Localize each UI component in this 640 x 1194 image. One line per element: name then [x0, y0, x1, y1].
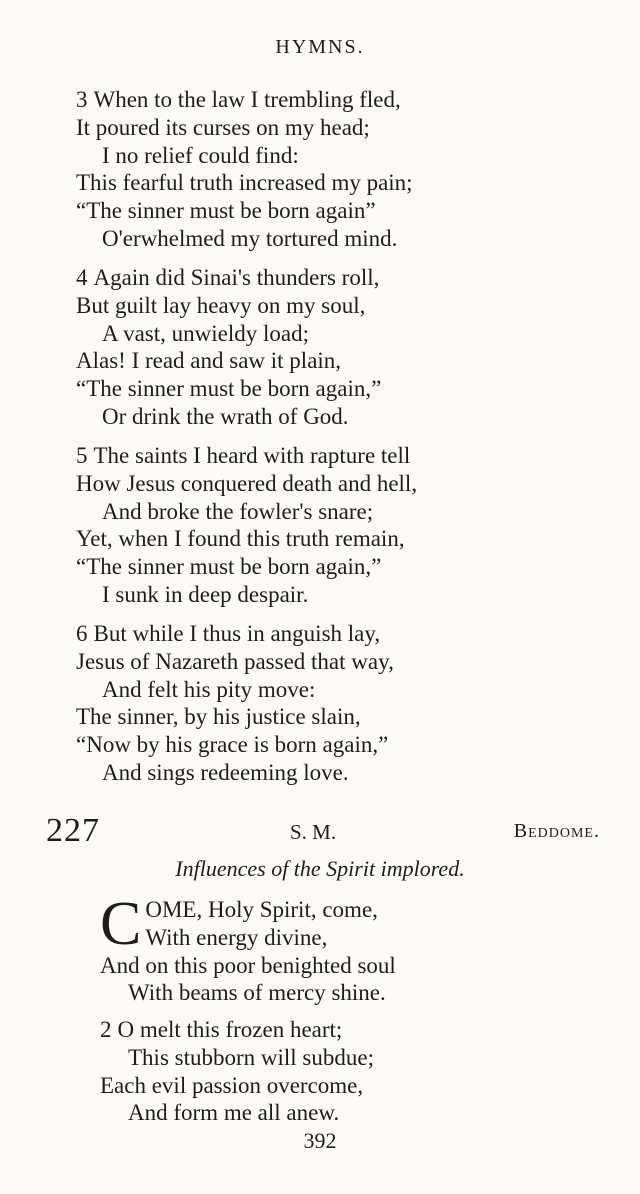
- hymn-number: 227: [46, 812, 100, 849]
- verse-line: OME, Holy Spirit, come,: [145, 897, 378, 922]
- verse-line: When to the law I trembling fled,: [93, 87, 401, 112]
- hymn-author: Beddome.: [513, 820, 600, 842]
- verse-line: But guilt lay heavy on my soul,: [76, 292, 366, 318]
- verse-line: O'erwhelmed my tortured mind.: [102, 225, 398, 251]
- verse-line: And broke the fowler's snare;: [102, 498, 374, 524]
- verse-line: A vast, unwieldy load;: [102, 320, 309, 346]
- verse-line: “Now by his grace is born again,”: [76, 732, 389, 758]
- verse-line: But while I thus in anguish lay,: [93, 621, 381, 646]
- verse-line: Yet, when I found this truth remain,: [76, 526, 405, 552]
- verse-line: The sinner, by his justice slain,: [76, 704, 361, 730]
- verse-line: Again did Sinai's thunders roll,: [93, 265, 380, 290]
- verse-4: [76, 264, 381, 431]
- verse-number: 3: [76, 87, 88, 112]
- verse-line: “The sinner must be born again,”: [76, 554, 382, 580]
- hymn-verse-2: [100, 1016, 374, 1127]
- verse-6: [76, 620, 394, 787]
- hymn-subtitle: Influences of the Spirit implored.: [175, 856, 465, 881]
- hymn-meter: S. M.: [290, 820, 337, 844]
- drop-cap: C: [100, 890, 142, 958]
- verse-line: I sunk in deep despair.: [102, 581, 309, 607]
- verse-line: With energy divine,: [145, 924, 328, 950]
- verse-line: With beams of mercy shine.: [128, 980, 386, 1006]
- verse-line: “The sinner must be born again”: [76, 198, 376, 224]
- verse-line: And felt his pity move:: [102, 676, 316, 702]
- hymn-header: [0, 812, 640, 852]
- page-number: 392: [303, 1128, 337, 1153]
- verse-line: And form me all anew.: [128, 1100, 340, 1126]
- verse-line: “The sinner must be born again,”: [76, 376, 382, 402]
- verse-line: This stubborn will subdue;: [128, 1044, 374, 1070]
- verse-line: Alas! I read and saw it plain,: [76, 348, 342, 374]
- verse-line: This fearful truth increased my pain;: [76, 170, 413, 196]
- verse-line: Or drink the wrath of God.: [102, 403, 349, 429]
- verse-line: How Jesus conquered death and hell,: [76, 470, 418, 496]
- verse-5: [76, 442, 417, 609]
- verse-number: 4: [76, 265, 88, 290]
- hymn-verse-1: [100, 890, 396, 1007]
- running-title: HYMNS.: [275, 36, 365, 58]
- verse-number: 2: [100, 1017, 112, 1042]
- verse-line: O melt this frozen heart;: [117, 1017, 343, 1042]
- verse-line: It poured its curses on my head;: [76, 114, 370, 140]
- verse-line: The saints I heard with rapture tell: [93, 443, 411, 468]
- verse-line: Each evil passion overcome,: [100, 1072, 364, 1098]
- verse-3: [76, 86, 413, 253]
- verse-line: Jesus of Nazareth passed that way,: [76, 648, 394, 674]
- verse-line: I no relief could find:: [102, 142, 299, 168]
- verse-line: And sings redeeming love.: [102, 759, 349, 785]
- verse-line: And on this poor benighted soul: [100, 952, 396, 978]
- verse-number: 6: [76, 621, 88, 646]
- verse-number: 5: [76, 443, 88, 468]
